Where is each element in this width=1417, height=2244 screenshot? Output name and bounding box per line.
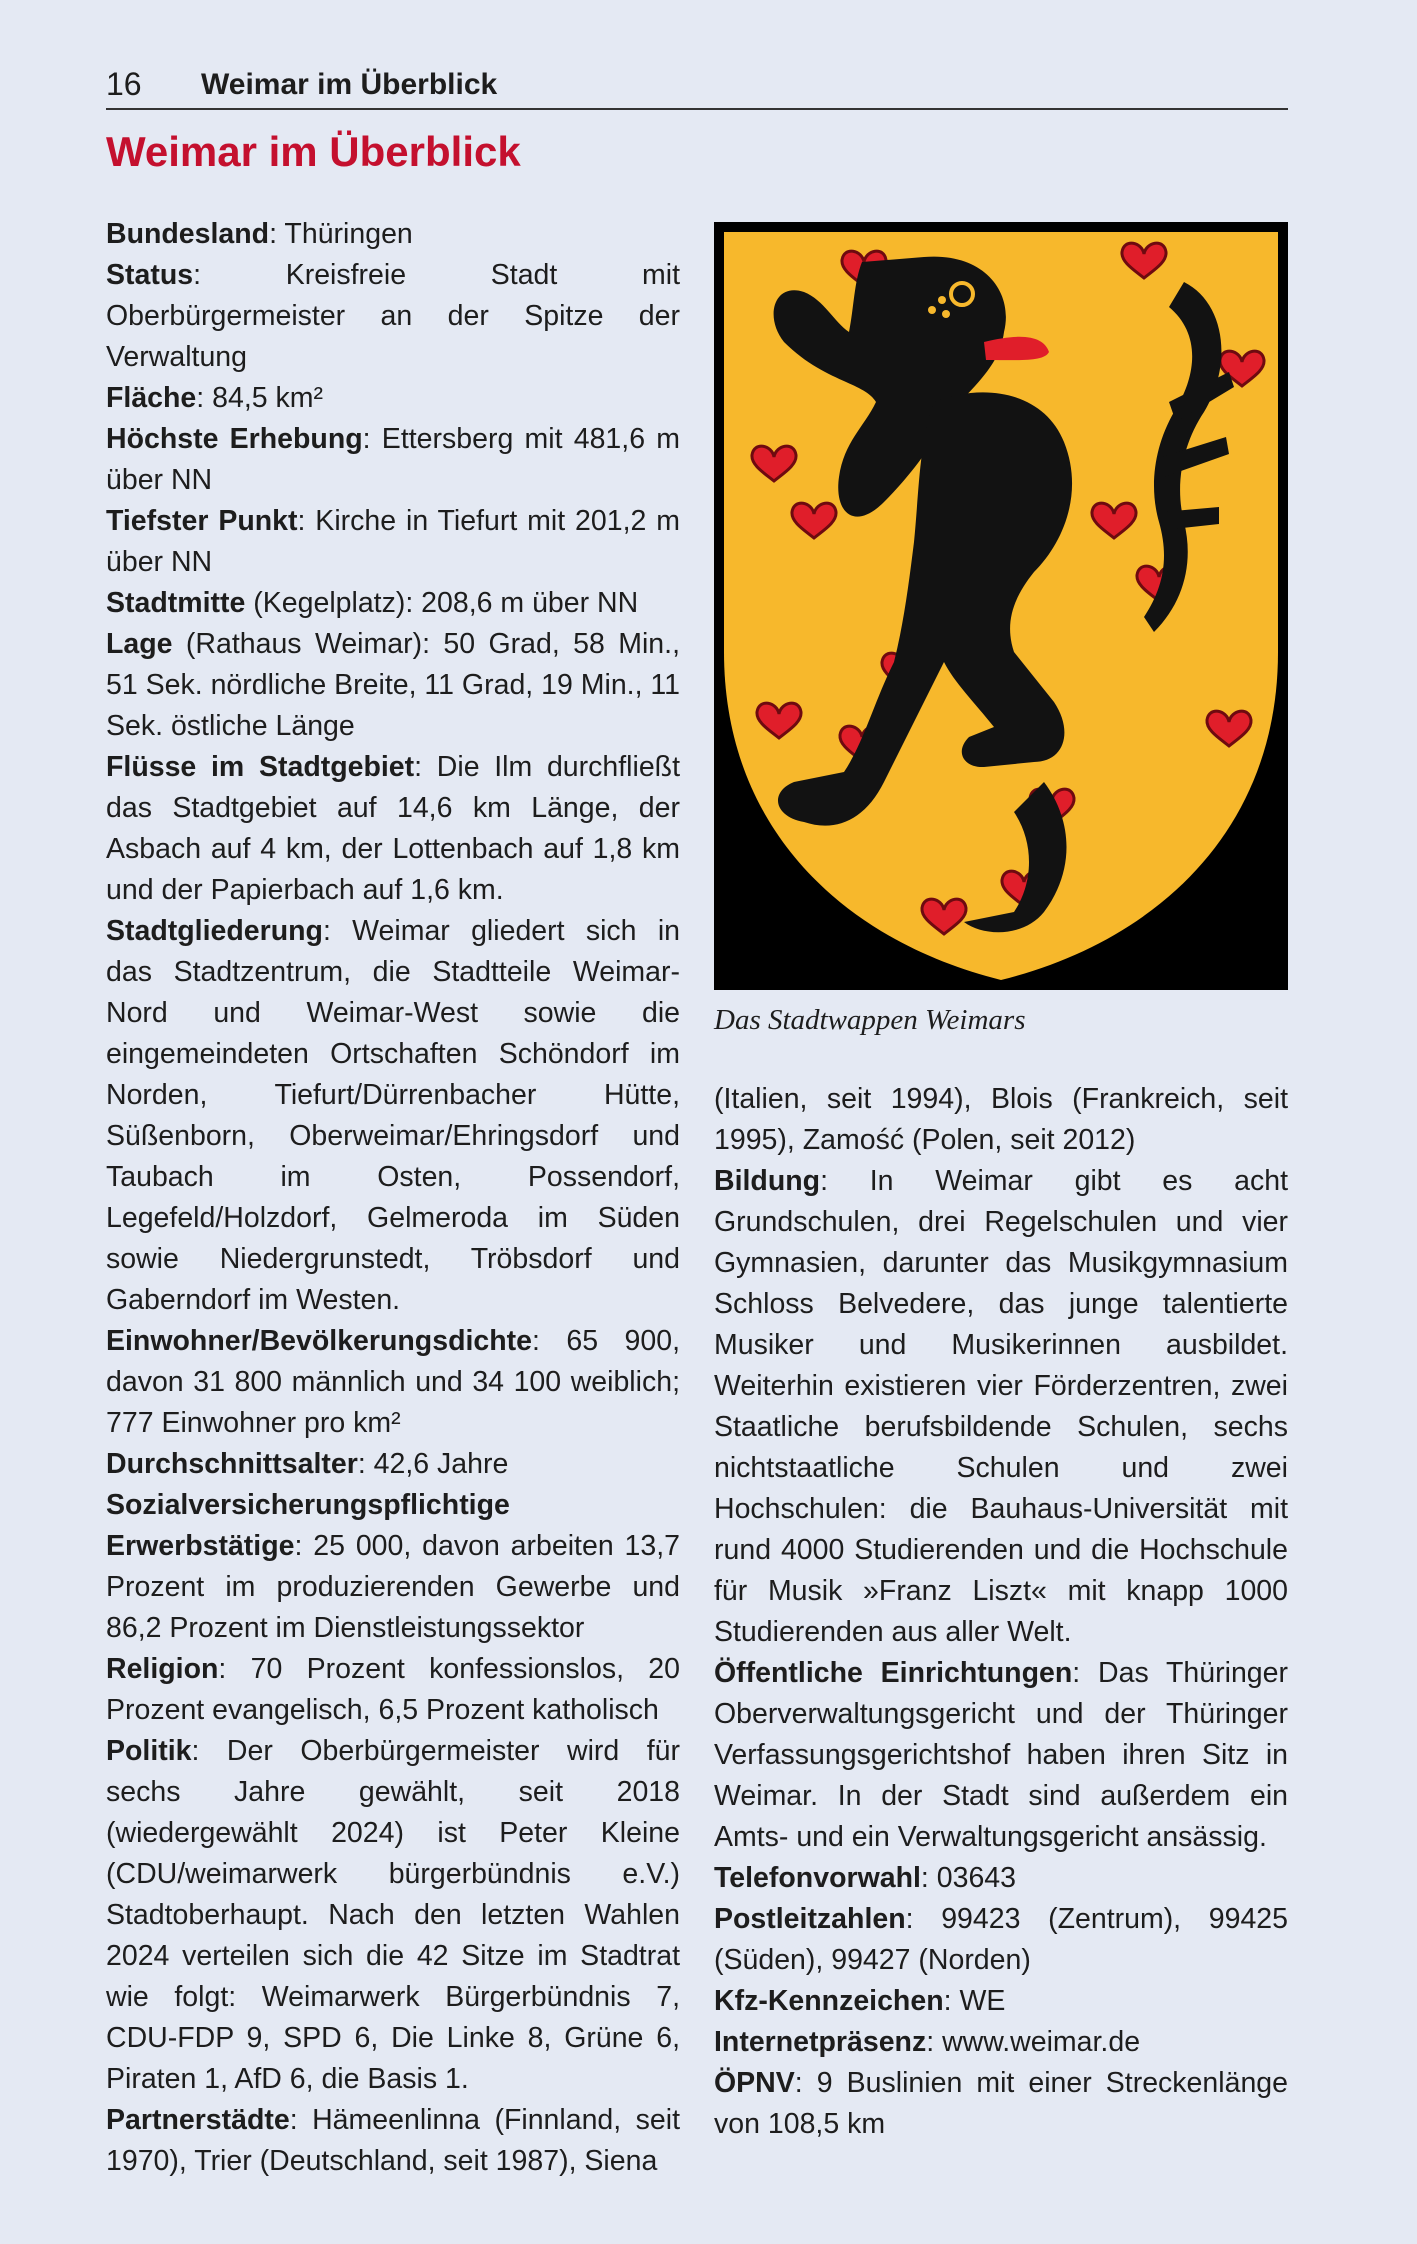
fact-label: Fläche <box>106 382 197 414</box>
fact-entry <box>714 1981 1288 2022</box>
fact-entry <box>106 2100 680 2182</box>
fact-entry <box>106 1649 680 1731</box>
fact-entry <box>106 214 680 255</box>
fact-entry <box>714 2022 1288 2063</box>
fact-text: : 65 900, davon 31 800 männlich und 34 100 weiblich; 777 Einwohner pro km² <box>106 1325 680 1439</box>
fact-entry <box>106 747 680 911</box>
fact-entry <box>106 1485 680 1649</box>
right-column <box>714 1079 1288 2145</box>
fact-text: : www.weimar.de <box>926 2026 1141 2058</box>
fact-label: ÖPNV <box>714 2067 795 2099</box>
fact-label: Status <box>106 259 194 291</box>
fact-text: : WE <box>943 1985 1006 2017</box>
fact-label: Telefonvorwahl <box>714 1862 921 1894</box>
fact-text: (Rathaus Weimar): 50 Grad, 58 Min., 51 Sek. nördliche Breite, 11 Grad, 19 Min., 11 Sek. östliche Länge <box>106 628 681 742</box>
fact-entry <box>106 501 680 583</box>
fact-label: Politik <box>106 1735 192 1767</box>
fact-entry <box>106 583 680 624</box>
fact-entry <box>714 2063 1288 2145</box>
fact-entry <box>714 1079 1288 1161</box>
fact-entry <box>106 911 680 1321</box>
fact-label: Stadtgliederung <box>106 915 323 947</box>
fact-entry <box>106 419 680 501</box>
fact-entry <box>714 1899 1288 1981</box>
fact-label: Tiefster Punkt <box>106 505 298 537</box>
fact-text: : 25 000, davon arbeiten 13,7 Prozent im produzierenden Gewerbe und 86,2 Prozent im Dienstleistungssektor <box>106 1530 680 1644</box>
fact-text: : Kirche in Tiefurt mit 201,2 m über NN <box>106 505 680 578</box>
fact-entry <box>106 1321 680 1444</box>
fact-text: (Kegelplatz): 208,6 m über NN <box>245 587 639 619</box>
fact-label: Internetpräsenz <box>714 2026 927 2058</box>
fact-label: Postleitzahlen <box>714 1903 906 1935</box>
fact-entry <box>106 624 680 747</box>
fact-text: : Ettersberg mit 481,6 m über NN <box>106 423 681 496</box>
fact-entry <box>106 1444 680 1485</box>
fact-text: : 99423 (Zentrum), 99425 (Süden), 99427 (Norden) <box>714 1903 1288 1976</box>
fact-entry <box>714 1858 1288 1899</box>
fact-text: : Kreisfreie Stadt mit Oberbürgermeister an der Spitze der Verwaltung <box>106 259 680 373</box>
fact-text: : 9 Buslinien mit einer Streckenlänge von 108,5 km <box>714 2067 1288 2140</box>
fact-text: : Hämeenlinna (Finnland, seit 1970), Trier (Deutschland, seit 1987), Siena <box>106 2104 680 2177</box>
fact-label: Religion <box>106 1653 219 1685</box>
fact-text: : Das Thüringer Oberverwaltungsgericht und der Thüringer Verfassungsgerichtshof haben ihren Sitz in Weimar. In der Stadt sind außerdem ein Amts- und ein Verwaltungsgericht ansässig. <box>714 1657 1288 1853</box>
fact-text: : In Weimar gibt es acht Grundschulen, drei Regelschulen und vier Gymnasien, darunter das Musikgymnasium Schloss Belvedere, das junge talentierte Musiker und Musikerinnen ausbildet. Weiterhin existieren vier Förderzentren, zwei Staatliche berufsbildende Schulen, sechs nichtstaatliche Schulen und zwei Hochschulen: die Bauhaus-Universität mit rund 4000 Studierenden und die Hochschule für Musik »Franz Liszt« mit knapp 1000 Studierenden aus aller Welt. <box>714 1165 1288 1648</box>
fact-text: : Weimar gliedert sich in das Stadtzentrum, die Stadtteile Weimar-Nord und Weimar-West sowie die eingemeindeten Ortschaften Schöndorf im Norden, Tiefurt/Dürrenbacher Hütte, Süßenborn, Oberweimar/Ehringsdorf und Taubach im Osten, Possendorf, Legefeld/Holzdorf, Gelmeroda im Süden sowie Niedergrunstedt, Tröbsdorf und Gaberndorf im Westen. <box>106 915 680 1316</box>
fact-text: : Der Oberbürgermeister wird für sechs Jahre gewählt, seit 2018 (wiedergewählt 2024) ist Peter Kleine (CDU/weimarwerk bürgerbündnis e.V.) Stadtoberhaupt. Nach den letzten Wahlen 2024 verteilen sich die 42 Sitze im Stadtrat wie folgt: Weimarwerk Bürgerbündnis 7, CDU-FDP 9, SPD 6, Die Linke 8, Grüne 6, Piraten 1, AfD 6, die Basis 1. <box>106 1735 680 2095</box>
fact-label: Durchschnittsalter <box>106 1448 358 1480</box>
fact-label: Stadtmitte <box>106 587 246 619</box>
coat-of-arms-figure <box>714 222 1288 990</box>
fact-entry <box>714 1653 1288 1858</box>
figure-caption: Das Stadtwappen Weimars <box>714 1004 1026 1036</box>
left-column <box>106 214 680 2182</box>
fact-label: Flüsse im Stadtgebiet <box>106 751 415 783</box>
fact-text: : Die Ilm durchfließt das Stadtgebiet auf 14,6 km Länge, der Asbach auf 4 km, der Lottenbach auf 1,8 km und der Papierbach auf 1,6 km. <box>106 751 681 906</box>
fact-text: (Italien, seit 1994), Blois (Frankreich, seit 1995), Zamość (Polen, seit 2012) <box>714 1083 1288 1156</box>
fact-text: : 03643 <box>920 1862 1017 1894</box>
fact-label: Höchste Erhebung <box>106 423 363 455</box>
fact-label: Lage <box>106 628 173 660</box>
fact-entry <box>106 255 680 378</box>
fact-entry <box>714 1161 1288 1653</box>
fact-text: : Thüringen <box>269 218 413 250</box>
fact-text: : 84,5 km² <box>196 382 324 414</box>
fact-label: Öffentliche Einrichtungen <box>714 1657 1073 1689</box>
fact-label: Bildung <box>714 1165 821 1197</box>
fact-label: Sozialversicherungspflichtige Erwerbstätige <box>106 1489 510 1562</box>
fact-label: Partnerstädte <box>106 2104 290 2136</box>
fact-label: Einwohner/Bevölkerungsdichte <box>106 1325 532 1357</box>
page-number: 16 <box>106 66 142 102</box>
fact-text: : 42,6 Jahre <box>357 1448 509 1480</box>
fact-entry <box>106 378 680 419</box>
running-title: Weimar im Überblick <box>201 68 498 101</box>
coat-of-arms-lion-hearts-icon <box>714 222 1288 990</box>
fact-label: Bundesland <box>106 218 270 250</box>
fact-entry <box>106 1731 680 2100</box>
section-title: Weimar im Überblick <box>106 128 521 175</box>
fact-label: Kfz-Kennzeichen <box>714 1985 944 2017</box>
running-header <box>106 64 1288 110</box>
fact-text: : 70 Prozent konfessionslos, 20 Prozent evangelisch, 6,5 Prozent katholisch <box>106 1653 680 1726</box>
